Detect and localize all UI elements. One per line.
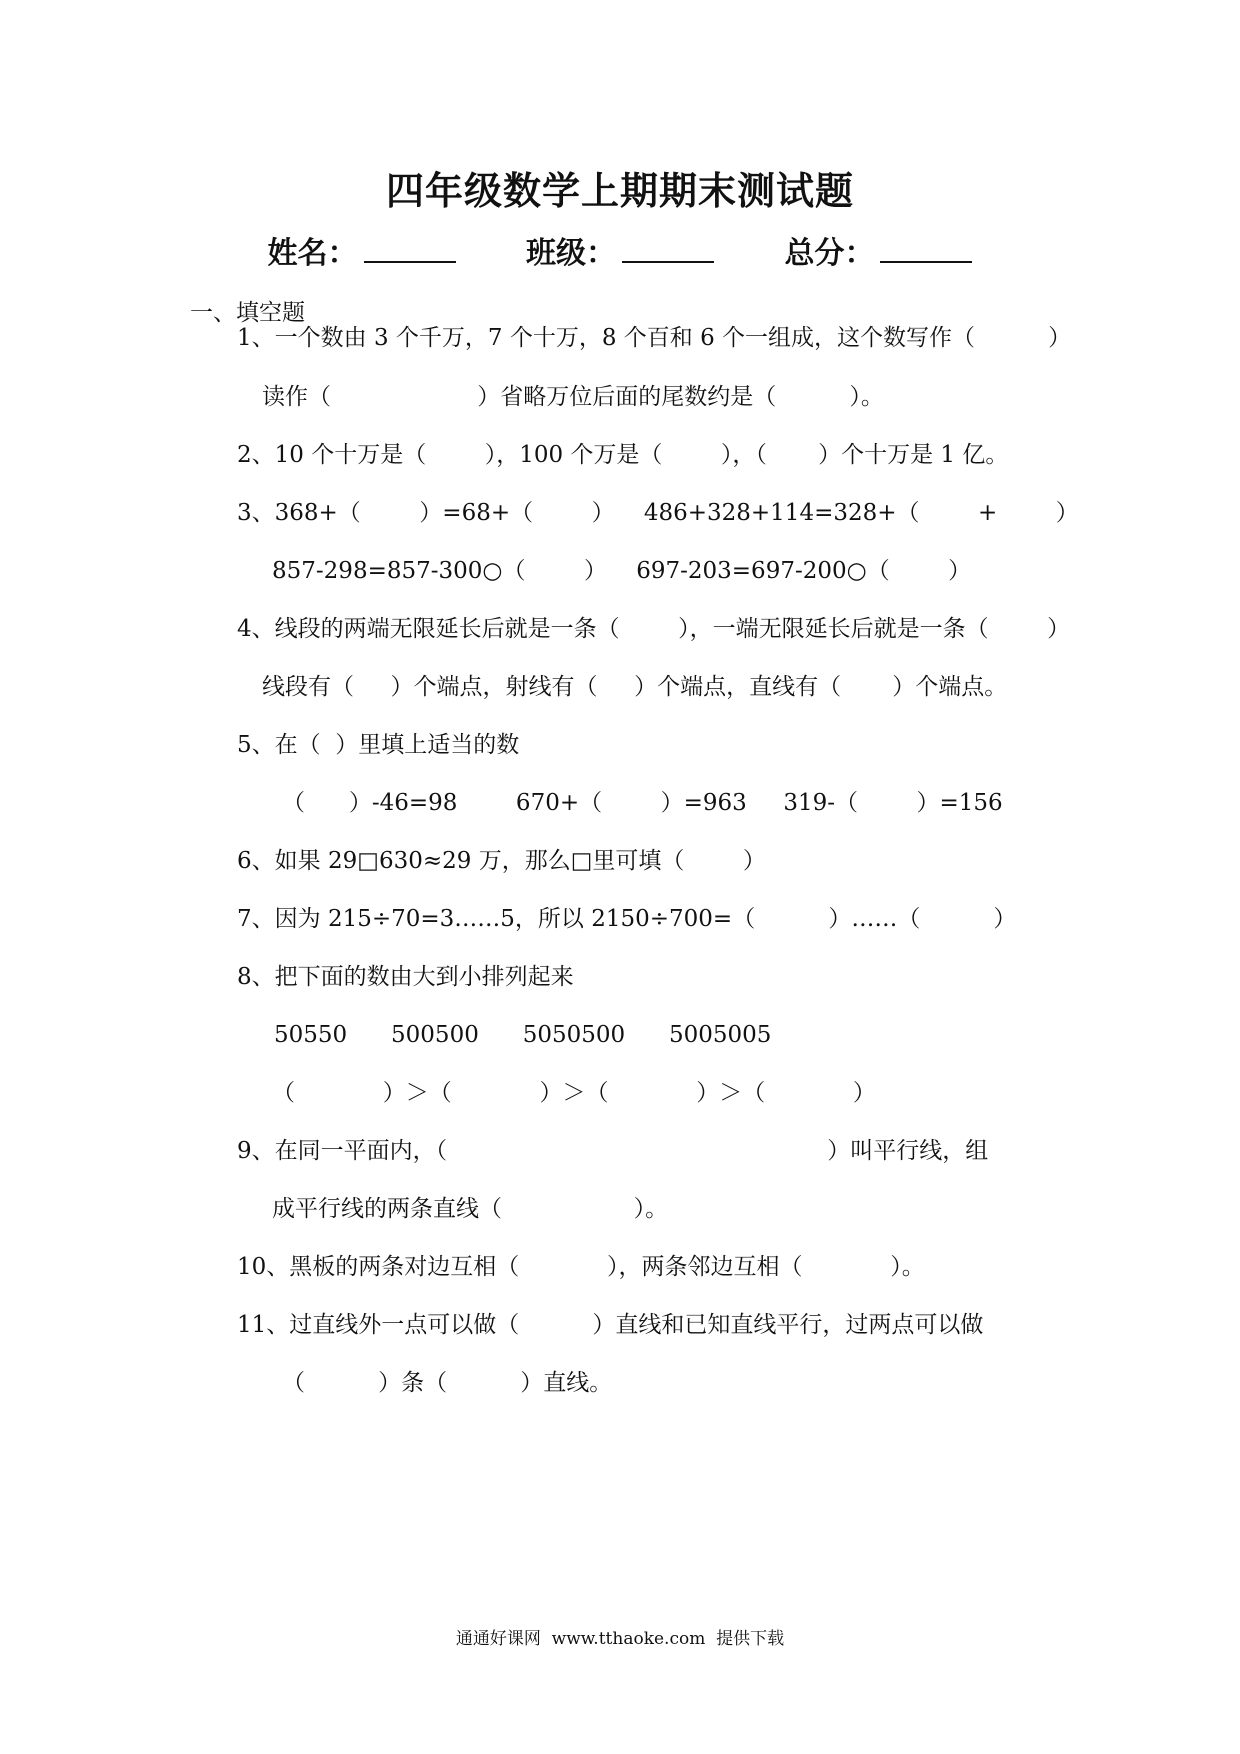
question-1-line-2: 读作（ ）省略万位后面的尾数约是（ ）。 xyxy=(262,384,884,410)
question-3-line-1: 3、368+（ ）=68+（ ） 486+328+114=328+（ + ） xyxy=(237,500,1079,526)
question-11-line-1: 11、过直线外一点可以做（ ）直线和已知直线平行，过两点可以做 xyxy=(237,1312,984,1338)
page-title: 四年级数学上期期末测试题 xyxy=(385,169,854,213)
name-blank[interactable] xyxy=(364,235,456,263)
class-field xyxy=(526,228,714,272)
section-heading: 一、填空题 xyxy=(190,300,305,326)
class-blank[interactable] xyxy=(622,235,714,263)
question-9-line-1: 9、在同一平面内，（ ）叫平行线，组 xyxy=(237,1138,989,1164)
question-8-order: （ ）＞（ ）＞（ ）＞（ ） xyxy=(272,1080,876,1106)
question-8-numbers: 50550 500500 5050500 5005005 xyxy=(274,1022,772,1048)
question-7: 7、因为 215÷70=3……5，所以 2150÷700=（ ）……（ ） xyxy=(237,906,1017,932)
question-10: 10、黑板的两条对边互相（ ），两条邻边互相（ ）。 xyxy=(237,1254,925,1280)
question-4-line-2: 线段有（ ）个端点，射线有（ ）个端点，直线有（ ）个端点。 xyxy=(262,674,1008,700)
footer-credit: 通通好课网 www.tthaoke.com 提供下载 xyxy=(455,1629,785,1649)
question-1-line-1: 1、一个数由 3 个千万，7 个十万，8 个百和 6 个一组成，这个数写作（ ） xyxy=(237,325,1072,351)
question-4-line-1: 4、线段的两端无限延长后就是一条（ ），一端无限延长后就是一条（ ） xyxy=(237,616,1071,642)
question-3-line-2: 857-298=857-300○（ ） 697-203=697-200○（ ） xyxy=(272,558,972,584)
name-label: 姓名： xyxy=(267,236,358,271)
question-8: 8、把下面的数由大到小排列起来 xyxy=(237,964,574,990)
score-label: 总分： xyxy=(784,236,875,271)
name-field xyxy=(268,228,456,272)
score-blank[interactable] xyxy=(880,235,972,263)
question-5-blanks: （ ）-46=98 670+（ ）=963 319-（ ）=156 xyxy=(282,790,1003,816)
question-11-line-2: （ ）条（ ）直线。 xyxy=(282,1370,613,1396)
question-2: 2、10 个十万是（ ），100 个万是（ ），（ ）个十万是 1 亿。 xyxy=(237,442,1009,468)
question-9-line-2: 成平行线的两条直线（ ）。 xyxy=(272,1196,669,1222)
question-6: 6、如果 29□630≈29 万，那么□里可填（ ） xyxy=(237,848,766,874)
student-info-row xyxy=(0,228,1240,272)
class-label: 班级： xyxy=(526,236,616,271)
question-5: 5、在（ ）里填上适当的数 xyxy=(237,732,520,758)
score-field xyxy=(784,228,972,272)
